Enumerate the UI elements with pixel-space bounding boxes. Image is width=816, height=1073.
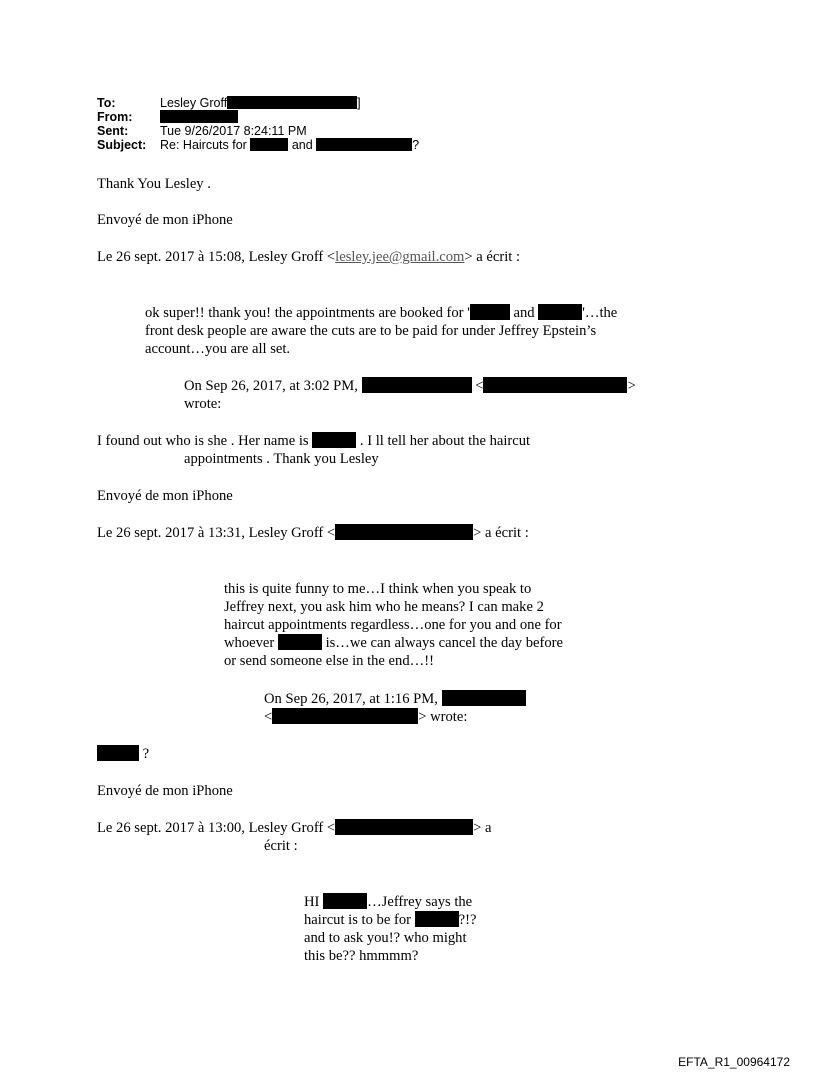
reply-text: I found out who is she . Her name is	[97, 433, 309, 449]
redaction	[250, 138, 288, 151]
redaction	[97, 745, 139, 761]
message-2-line-3: haircut appointments regardless…one for you and one for	[224, 617, 562, 633]
email-link[interactable]: lesley.jee@gmail.com	[335, 249, 465, 265]
redaction	[470, 304, 510, 320]
attribution-text: On Sep 26, 2017, at 1:16 PM,	[264, 691, 438, 707]
redaction	[272, 708, 418, 724]
message-text: whoever	[224, 635, 275, 651]
redaction	[227, 96, 357, 109]
quote-header-3	[97, 819, 492, 837]
quote-header-text: Le 26 sept. 2017 à 13:00, Lesley Groff <	[97, 820, 336, 836]
thanks-line: Thank You Lesley .	[97, 176, 211, 192]
subject-row	[97, 138, 419, 152]
question-mark: ?	[142, 746, 150, 762]
subject-label: Subject:	[97, 138, 147, 152]
message-text: HI	[304, 894, 320, 910]
on-wrote-1	[184, 377, 636, 395]
redaction	[335, 524, 473, 540]
message-2-line-5: or send someone else in the end…!!	[224, 653, 434, 669]
attribution-text: >	[627, 378, 636, 394]
message-text: and	[513, 305, 535, 321]
quote-header-3-line-2: écrit :	[264, 838, 298, 854]
attribution-text: <	[264, 709, 273, 725]
reply-line-1	[97, 432, 530, 450]
message-text: '…the	[582, 305, 618, 321]
signature-line: Envoyé de mon iPhone	[97, 783, 233, 799]
on-wrote-1-line-2: wrote:	[184, 396, 222, 412]
to-value: Lesley Groff	[160, 96, 228, 110]
quote-header-1	[97, 248, 520, 266]
quote-header-text: > a	[473, 820, 492, 836]
quote-header-text: > a écrit :	[473, 525, 529, 541]
redaction	[335, 819, 473, 835]
redaction	[312, 432, 356, 448]
signature-line: Envoyé de mon iPhone	[97, 488, 233, 504]
message-text: is…we can always cancel the day before	[325, 635, 564, 651]
message-text: ?!?	[458, 912, 477, 928]
to-row	[97, 96, 419, 110]
message-1-line-1	[145, 304, 617, 322]
message-3-line-1	[304, 893, 472, 911]
reply-text: . I ll tell her about the haircut	[359, 433, 531, 449]
redaction	[538, 304, 582, 320]
redaction	[415, 911, 459, 927]
subject-suffix: ?	[412, 138, 420, 152]
from-row	[97, 110, 419, 124]
email-header	[97, 96, 419, 152]
message-1-line-3: account…you are all set.	[145, 341, 291, 357]
message-3-line-3: and to ask you!? who might	[304, 930, 467, 946]
redaction	[278, 634, 322, 650]
quote-header-text: > a écrit :	[464, 249, 521, 265]
question-line	[97, 745, 149, 763]
message-3-line-4: this be?? hmmmm?	[304, 948, 419, 964]
attribution-text: > wrote:	[418, 709, 468, 725]
signature-line: Envoyé de mon iPhone	[97, 212, 233, 228]
subject-and: and	[291, 138, 313, 152]
redaction	[442, 690, 526, 706]
sent-label: Sent:	[97, 124, 129, 138]
redaction	[362, 377, 472, 393]
message-1-line-2: front desk people are aware the cuts are to be paid for under Jeffrey Epstein’s	[145, 323, 597, 339]
on-wrote-2	[264, 690, 526, 708]
quote-header-2	[97, 524, 529, 542]
subject-prefix: Re: Haircuts for	[160, 138, 247, 152]
message-2-line-4	[224, 634, 563, 652]
to-tail: ]	[357, 96, 361, 110]
redaction	[483, 377, 627, 393]
message-3-line-2	[304, 911, 476, 929]
message-2-line-1: this is quite funny to me…I think when you speak to	[224, 581, 532, 597]
quote-header-text: Le 26 sept. 2017 à 13:31, Lesley Groff <	[97, 525, 336, 541]
to-label: To:	[97, 96, 116, 110]
sent-row	[97, 124, 419, 138]
message-2-line-2: Jeffrey next, you ask him who he means? I can make 2	[224, 599, 544, 615]
on-wrote-2-line-2	[264, 708, 467, 726]
attribution-text: <	[475, 378, 484, 394]
document-id: EFTA_R1_00964172	[678, 1055, 790, 1069]
message-text: …Jeffrey says the	[367, 894, 473, 910]
message-text: ok super!! thank you! the appointments are booked for '	[145, 305, 470, 321]
redaction	[316, 138, 412, 151]
redaction	[160, 110, 238, 123]
quote-header-text: Le 26 sept. 2017 à 15:08, Lesley Groff <	[97, 249, 336, 265]
sent-value: Tue 9/26/2017 8:24:11 PM	[160, 124, 307, 138]
redaction	[323, 893, 367, 909]
reply-line-2: appointments . Thank you Lesley	[184, 451, 379, 467]
attribution-text: On Sep 26, 2017, at 3:02 PM,	[184, 378, 358, 394]
from-label: From:	[97, 110, 133, 124]
message-text: haircut is to be for	[304, 912, 411, 928]
